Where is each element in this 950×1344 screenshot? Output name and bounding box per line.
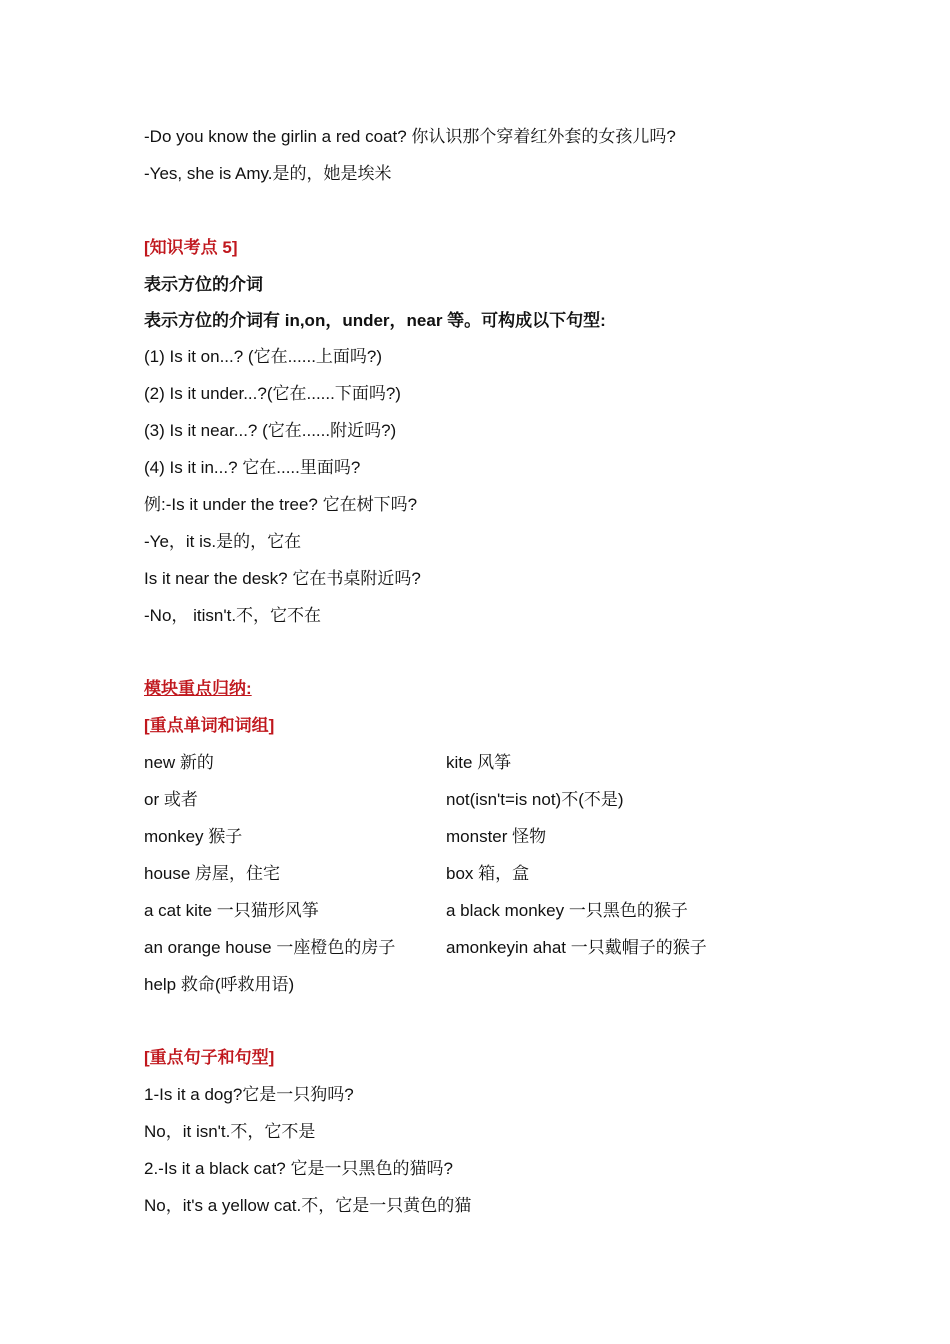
word-item: a black monkey 一只黑色的猴子 (446, 901, 688, 920)
pattern-line: (3) Is it near...? (它在......附近吗?) (144, 421, 397, 440)
sentences-heading: [重点句子和句型] (144, 1048, 275, 1067)
sentence-line: 2.-Is it a black cat? 它是一只黑色的猫吗? (144, 1159, 453, 1178)
pattern-line: (2) Is it under...?(它在......下面吗?) (144, 384, 401, 403)
word-item: house 房屋，住宅 (144, 864, 281, 883)
word-item: monkey 猴子 (144, 827, 243, 846)
example-line: -No， itisn't.不，它不在 (144, 606, 322, 625)
word-item: monster 怪物 (446, 827, 547, 846)
pattern-line: (1) Is it on...? (它在......上面吗?) (144, 347, 383, 366)
point5-heading: [知识考点 5] (144, 238, 238, 257)
word-item: new 新的 (144, 753, 214, 772)
point5-title: 表示方位的介词 (144, 275, 263, 294)
word-item: or 或者 (144, 790, 198, 809)
summary-heading: 模块重点归纳: (144, 679, 252, 698)
intro-answer: -Yes, she is Amy.是的，她是埃米 (144, 164, 392, 183)
word-item: not(isn't=is not)不(不是) (446, 790, 624, 809)
pattern-line: (4) Is it in...? 它在.....里面吗? (144, 458, 361, 477)
point5-description: 表示方位的介词有 in,on，under，near 等。可构成以下句型: (144, 311, 606, 330)
example-line: 例:-Is it under the tree? 它在树下吗? (144, 495, 418, 514)
word-item: a cat kite 一只猫形风筝 (144, 901, 319, 920)
sentence-line: No，it isn't.不，它不是 (144, 1122, 316, 1141)
sentence-line: No，it's a yellow cat.不，它是一只黄色的猫 (144, 1196, 472, 1215)
word-item: amonkeyin ahat 一只戴帽子的猴子 (446, 938, 707, 957)
word-item: box 箱，盒 (446, 864, 530, 883)
word-item: an orange house 一座橙色的房子 (144, 938, 396, 957)
word-item: help 救命(呼救用语) (144, 975, 295, 994)
example-line: -Ye，it is.是的，它在 (144, 532, 302, 551)
words-heading: [重点单词和词组] (144, 716, 275, 735)
intro-question: -Do you know the girlin a red coat? 你认识那个穿着红外套的女孩儿吗? (144, 127, 676, 146)
sentence-line: 1-Is it a dog?它是一只狗吗? (144, 1085, 354, 1104)
example-line: Is it near the desk? 它在书桌附近吗? (144, 569, 421, 588)
word-item: kite 风筝 (446, 753, 512, 772)
